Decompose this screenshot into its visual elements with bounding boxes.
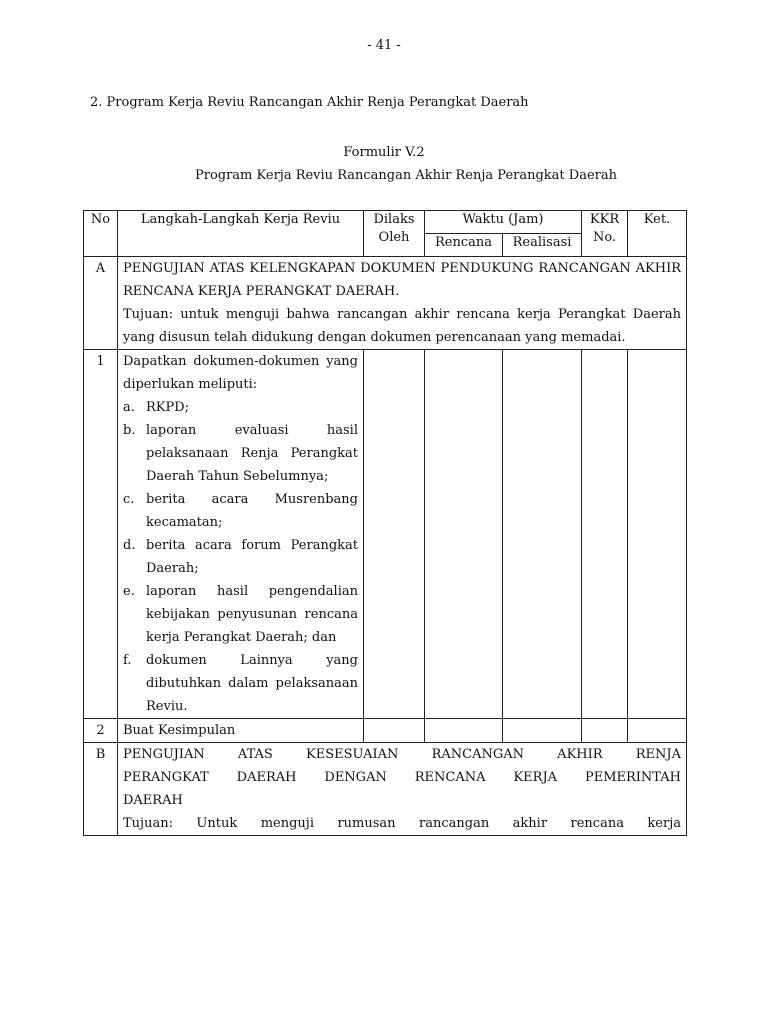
row-2-realisasi [503, 719, 582, 743]
section-a-content [118, 257, 687, 350]
section-a-row [84, 257, 687, 350]
row-2-no: 2 [84, 719, 118, 743]
section-b-code: B [84, 743, 118, 836]
row-2-rencana [425, 719, 503, 743]
list-item: a. RKPD; [123, 400, 190, 415]
list-item: d. berita acara forum Perangkat Daerah; [123, 538, 358, 576]
header-ket: Ket. [628, 211, 687, 257]
section-b-heading-line-2: PERANGKAT DAERAH DENGAN RENCANA KERJA PEMERINTAH [123, 770, 681, 785]
form-label: Formulir V.2 [343, 145, 425, 160]
document-list [123, 396, 358, 718]
header-dilaks: Dilaks Oleh [364, 211, 425, 257]
row-1-realisasi [503, 350, 582, 719]
row-2-kkr [582, 719, 628, 743]
section-title: 2. Program Kerja Reviu Rancangan Akhir Renja Perangkat Daerah [90, 95, 529, 110]
row-2-ket [628, 719, 687, 743]
row-1-steps [118, 350, 364, 719]
list-item: b. laporan evaluasi hasil pelaksanaan Renja Perangkat Daerah Tahun Sebelumnya; [123, 423, 358, 484]
row-1-ket [628, 350, 687, 719]
header-rencana: Rencana [425, 234, 503, 257]
row-1-rencana [425, 350, 503, 719]
row-1-dilaks [364, 350, 425, 719]
list-item: e. laporan hasil pengendalian kebijakan penyusunan rencana kerja Perangkat Daerah; dan [123, 584, 358, 645]
table-header-row [84, 211, 687, 234]
row-1-no: 1 [84, 350, 118, 719]
section-b-heading-line-3: DAERAH [123, 793, 183, 808]
form-subtitle: Program Kerja Reviu Rancangan Akhir Renja Perangkat Daerah [194, 168, 617, 183]
section-b-purpose: Tujuan: Untuk menguji rumusan rancangan akhir rencana kerja [123, 816, 681, 831]
section-b-content [118, 743, 687, 836]
section-b-heading-line-1: PENGUJIAN ATAS KESESUAIAN RANCANGAN AKHIR RENJA [123, 747, 681, 762]
row-1-kkr [582, 350, 628, 719]
list-item: f. dokumen Lainnya yang dibutuhkan dalam pelaksanaan Reviu. [123, 653, 358, 714]
section-a-purpose: Tujuan: untuk menguji bahwa rancangan akhir rencana kerja Perangkat Daerah yang disusun telah didukung dengan dokumen perencanaan yang memadai. [123, 307, 681, 345]
header-kkr: KKR No. [582, 211, 628, 257]
row-2-dilaks [364, 719, 425, 743]
header-waktu: Waktu (Jam) [425, 211, 582, 234]
page-number: - 41 - [367, 38, 401, 53]
table-row [84, 719, 687, 743]
header-steps: Langkah-Langkah Kerja Reviu [118, 211, 364, 257]
row-1-intro: Dapatkan dokumen-dokumen yang diperlukan meliputi: [123, 354, 358, 392]
section-b-row [84, 743, 687, 836]
section-a-heading: PENGUJIAN ATAS KELENGKAPAN DOKUMEN PENDUKUNG RANCANGAN AKHIR RENCANA KERJA PERANGKAT DAERAH. [123, 261, 681, 299]
table-row [84, 350, 687, 719]
header-no: No [84, 211, 118, 257]
list-item: c. berita acara Musrenbang kecamatan; [123, 492, 358, 530]
section-a-code: A [84, 257, 118, 350]
row-2-steps: Buat Kesimpulan [118, 719, 364, 743]
header-realisasi: Realisasi [503, 234, 582, 257]
review-program-table [83, 210, 687, 836]
